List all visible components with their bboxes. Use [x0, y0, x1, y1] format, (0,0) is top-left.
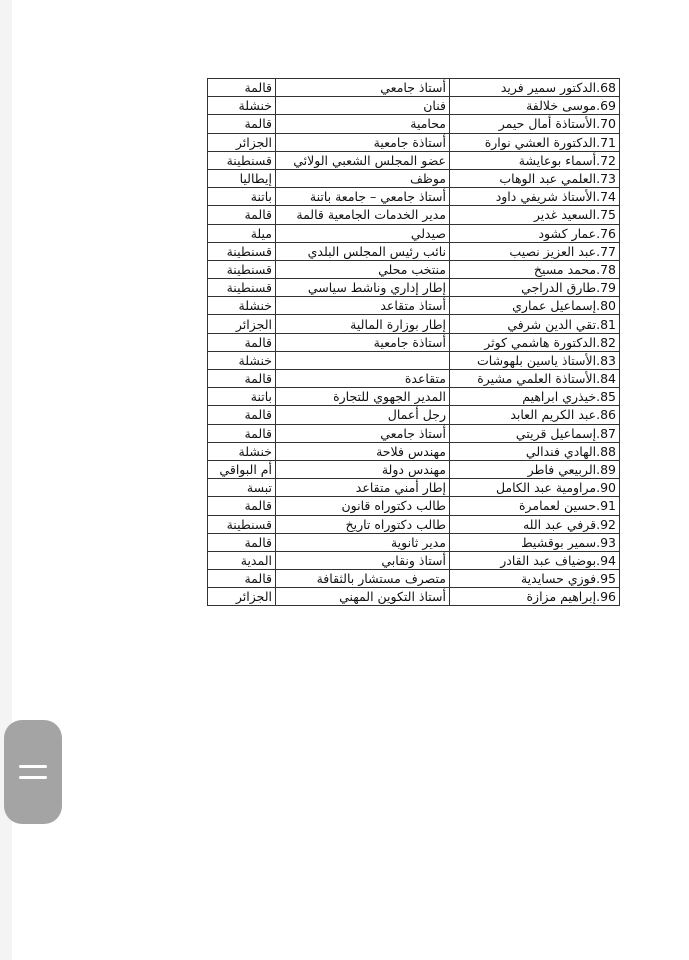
- name-cell: 88.الهادي فندالي: [450, 442, 620, 460]
- table-row: [208, 551, 620, 569]
- name-cell: 85.خيذري ابراهيم: [450, 388, 620, 406]
- city-cell: قالمة: [208, 533, 276, 551]
- job-cell: مدير الخدمات الجامعية قالمة: [276, 206, 450, 224]
- name-cell: 81.تقي الدين شرفي: [450, 315, 620, 333]
- city-cell: قالمة: [208, 406, 276, 424]
- table-row: [208, 351, 620, 369]
- city-cell: أم البواقي: [208, 460, 276, 478]
- name-cell: 86.عبد الكريم العابد: [450, 406, 620, 424]
- name-cell: 70.الأستاذة أمال حيمر: [450, 115, 620, 133]
- table-row: [208, 533, 620, 551]
- table-row: [208, 460, 620, 478]
- table-row: [208, 79, 620, 97]
- job-cell: محامية: [276, 115, 450, 133]
- table-row: [208, 442, 620, 460]
- table-row: [208, 224, 620, 242]
- city-cell: قسنطينة: [208, 279, 276, 297]
- name-cell: 78.محمد مسيخ: [450, 260, 620, 278]
- name-cell: 91.حسين لعمامرة: [450, 497, 620, 515]
- job-cell: فنان: [276, 97, 450, 115]
- table-row: [208, 151, 620, 169]
- table-row: [208, 279, 620, 297]
- name-cell: 96.إبراهيم مزازة: [450, 588, 620, 606]
- job-cell: منتخب محلي: [276, 260, 450, 278]
- job-cell: طالب دكتوراه تاريخ: [276, 515, 450, 533]
- job-cell: أستاذة جامعية: [276, 133, 450, 151]
- city-cell: خنشلة: [208, 442, 276, 460]
- job-cell: أستاذ متقاعد: [276, 297, 450, 315]
- table-row: [208, 424, 620, 442]
- city-cell: قالمة: [208, 370, 276, 388]
- city-cell: خنشلة: [208, 97, 276, 115]
- name-cell: 72.أسماء بوعايشة: [450, 151, 620, 169]
- job-cell: موظف: [276, 169, 450, 187]
- city-cell: الجزائر: [208, 315, 276, 333]
- city-cell: قالمة: [208, 79, 276, 97]
- table-row: [208, 188, 620, 206]
- table-row: [208, 97, 620, 115]
- table-row: [208, 115, 620, 133]
- menu-handle-button[interactable]: [4, 720, 62, 824]
- city-cell: إيطاليا: [208, 169, 276, 187]
- job-cell: إطار إداري وناشط سياسي: [276, 279, 450, 297]
- document-page: [12, 0, 689, 960]
- city-cell: المدية: [208, 551, 276, 569]
- table-row: [208, 515, 620, 533]
- job-cell: مدير ثانوية: [276, 533, 450, 551]
- table-row: [208, 497, 620, 515]
- name-cell: 73.العلمي عبد الوهاب: [450, 169, 620, 187]
- table-row: [208, 406, 620, 424]
- city-cell: قالمة: [208, 115, 276, 133]
- job-cell: رجل أعمال: [276, 406, 450, 424]
- name-cell: 75.السعيد غدير: [450, 206, 620, 224]
- menu-lines-icon: [19, 765, 47, 779]
- name-cell: 69.موسى خلالفة: [450, 97, 620, 115]
- name-cell: 82.الدكتورة هاشمي كوثر: [450, 333, 620, 351]
- name-cell: 92.قرفي عبد الله: [450, 515, 620, 533]
- table-row: [208, 206, 620, 224]
- city-cell: قالمة: [208, 333, 276, 351]
- table-row: [208, 588, 620, 606]
- name-cell: 80.إسماعيل عماري: [450, 297, 620, 315]
- job-cell: متصرف مستشار بالثقافة: [276, 570, 450, 588]
- job-cell: طالب دكتوراه قانون: [276, 497, 450, 515]
- name-cell: 90.مراومية عبد الكامل: [450, 479, 620, 497]
- job-cell: أستاذ التكوين المهني: [276, 588, 450, 606]
- job-cell: [276, 351, 450, 369]
- name-cell: 83.الأستاذ ياسين بلهوشات: [450, 351, 620, 369]
- table-row: [208, 570, 620, 588]
- job-cell: أستاذ جامعي: [276, 424, 450, 442]
- table-row: [208, 479, 620, 497]
- job-cell: إطار أمني متقاعد: [276, 479, 450, 497]
- job-cell: عضو المجلس الشعبي الولائي: [276, 151, 450, 169]
- table-row: [208, 333, 620, 351]
- table-row: [208, 169, 620, 187]
- name-cell: 89.الربيعي فاطر: [450, 460, 620, 478]
- table-row: [208, 370, 620, 388]
- name-cell: 93.سمير بوقشيط: [450, 533, 620, 551]
- job-cell: أستاذ جامعي: [276, 79, 450, 97]
- city-cell: ميلة: [208, 224, 276, 242]
- table-body: [208, 79, 620, 606]
- city-cell: قالمة: [208, 497, 276, 515]
- city-cell: الجزائر: [208, 588, 276, 606]
- job-cell: متقاعدة: [276, 370, 450, 388]
- job-cell: أستاذ جامعي – جامعة باتنة: [276, 188, 450, 206]
- table-row: [208, 297, 620, 315]
- table-row: [208, 242, 620, 260]
- signatories-table: [207, 78, 620, 606]
- name-cell: 94.بوضياف عبد القادر: [450, 551, 620, 569]
- job-cell: أستاذ ونقابي: [276, 551, 450, 569]
- table-row: [208, 133, 620, 151]
- name-cell: 77.عبد العزيز نصيب: [450, 242, 620, 260]
- name-cell: 74.الأستاذ شريفي داود: [450, 188, 620, 206]
- job-cell: المدير الجهوي للتجارة: [276, 388, 450, 406]
- city-cell: قالمة: [208, 206, 276, 224]
- city-cell: خنشلة: [208, 351, 276, 369]
- name-cell: 84.الأستاذة العلمي مشيرة: [450, 370, 620, 388]
- name-cell: 68.الدكتور سمير فريد: [450, 79, 620, 97]
- city-cell: باتنة: [208, 388, 276, 406]
- city-cell: خنشلة: [208, 297, 276, 315]
- city-cell: قسنطينة: [208, 515, 276, 533]
- table-row: [208, 260, 620, 278]
- city-cell: الجزائر: [208, 133, 276, 151]
- job-cell: مهندس دولة: [276, 460, 450, 478]
- city-cell: قسنطينة: [208, 151, 276, 169]
- city-cell: قالمة: [208, 424, 276, 442]
- job-cell: نائب رئيس المجلس البلدي: [276, 242, 450, 260]
- city-cell: قسنطينة: [208, 242, 276, 260]
- city-cell: باتنة: [208, 188, 276, 206]
- name-cell: 79.طارق الدراجي: [450, 279, 620, 297]
- city-cell: تبسة: [208, 479, 276, 497]
- name-cell: 76.عمار كشود: [450, 224, 620, 242]
- table-row: [208, 315, 620, 333]
- table-row: [208, 388, 620, 406]
- job-cell: إطار بوزارة المالية: [276, 315, 450, 333]
- city-cell: قسنطينة: [208, 260, 276, 278]
- job-cell: مهندس فلاحة: [276, 442, 450, 460]
- name-cell: 95.فوزي حسايدية: [450, 570, 620, 588]
- job-cell: صيدلي: [276, 224, 450, 242]
- name-cell: 87.إسماعيل قريتي: [450, 424, 620, 442]
- city-cell: قالمة: [208, 570, 276, 588]
- job-cell: أستاذة جامعية: [276, 333, 450, 351]
- name-cell: 71.الدكتورة العشي نوارة: [450, 133, 620, 151]
